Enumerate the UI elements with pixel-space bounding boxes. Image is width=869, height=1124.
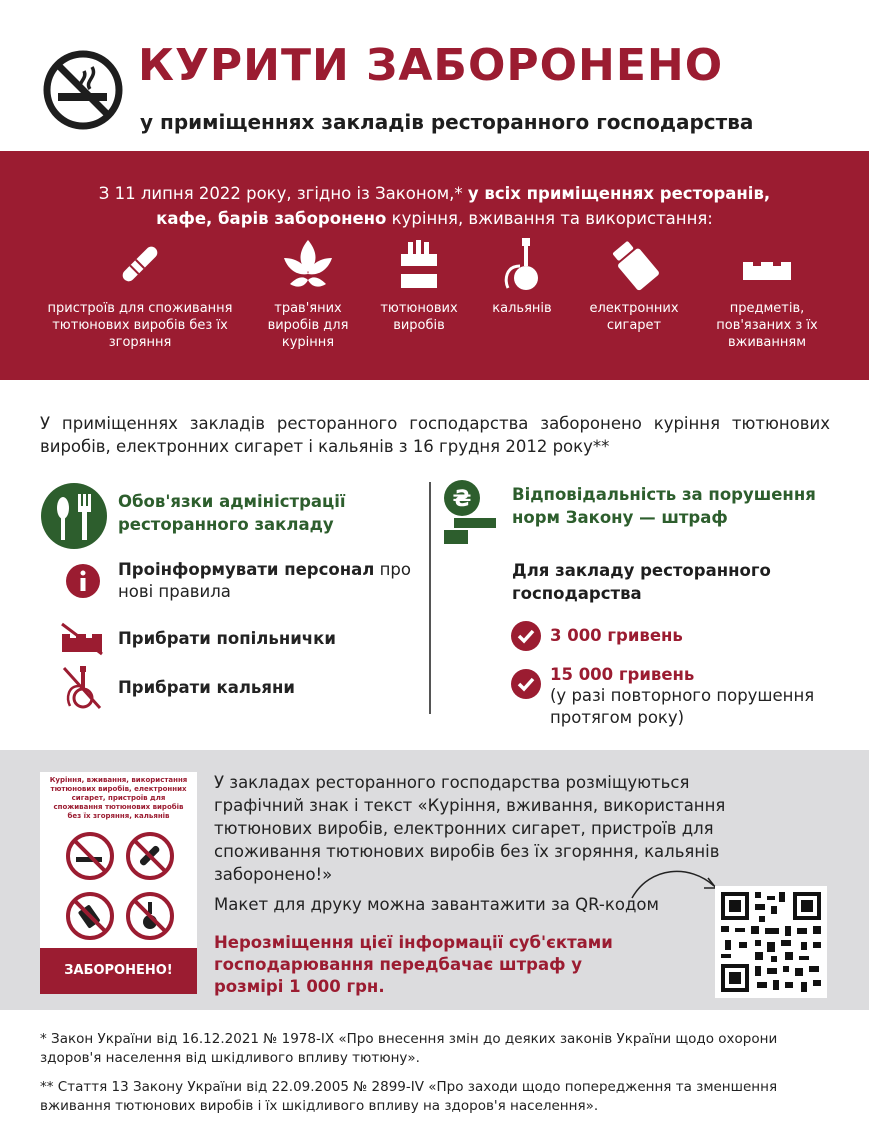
fine-amount: 15 000 гривень	[550, 665, 695, 684]
svg-text:₴: ₴	[452, 487, 472, 512]
heated-tobacco-device-icon	[112, 236, 168, 292]
duty-item: Прибрати попільнички	[118, 629, 336, 648]
panel-text: У закладах ресторанного господарства розміщуються графічний знак і текст «Куріння, вживання, використання тютюнових виробів, електронних сигарет, пристроїв для споживання тютюнових виробів без їх згоряння, кальянів заборонено!»	[214, 773, 726, 884]
banned-item-label: електронних сигарет	[589, 301, 679, 333]
column-divider	[429, 482, 431, 714]
poster-text: Куріння, вживання, використання тютюнових виробів, електронних сигарет, пристроїв для споживання тютюнових виробів без їх згоряння, кальянів	[49, 776, 188, 820]
no-heated-tobacco-icon	[128, 834, 172, 878]
herbal-leaves-icon	[280, 236, 336, 292]
ashtray-icon	[739, 236, 795, 292]
info-icon	[65, 563, 101, 599]
footnote: * Закон України від 16.12.2021 № 1978-IX «Про внесення змін до деяких законів України щодо охорони здоров'я населення від шкідливого впливу тютюну».	[40, 1031, 778, 1066]
liability-subtitle: Для закладу ресторанного господарства	[512, 561, 771, 603]
banned-item	[574, 236, 694, 334]
banned-item-label: тютюнових виробів	[380, 301, 458, 333]
qr-code[interactable]	[715, 886, 827, 998]
banned-item-label: трав'яних виробів для куріння	[267, 301, 349, 350]
no-smoking-icon	[68, 834, 112, 878]
no-e-cigarette-icon	[68, 894, 112, 938]
duty-item: Проінформувати персонал про нові правила	[118, 560, 411, 601]
banned-item-label: кальянів	[492, 301, 552, 316]
hryvnia-gavel-icon	[440, 478, 500, 546]
poster-banner: ЗАБОРОНЕНО!	[40, 948, 197, 994]
page-subtitle: у приміщеннях закладів ресторанного господарства	[140, 110, 754, 134]
liability-title: Відповідальність за порушення норм Закону — штраф	[512, 485, 816, 527]
no-ashtray-icon	[58, 620, 106, 656]
footnote: ** Стаття 13 Закону України від 22.09.2005 № 2899-IV «Про заходи щодо попередження та зменшення вживання тютюнових виробів і їх шкідливого впливу на здоров'я населення».	[40, 1079, 778, 1114]
poster-icons	[64, 830, 176, 942]
banned-item	[374, 236, 464, 334]
no-hookah-icon	[128, 894, 172, 938]
qr-note: Макет для друку можна завантажити за QR-кодом	[214, 895, 659, 914]
no-smoking-icon	[42, 49, 124, 131]
cutlery-icon	[40, 482, 108, 550]
banned-item-label: пристроїв для споживання тютюнових виробів без їх згоряння	[47, 301, 233, 350]
no-hookah-icon	[60, 664, 104, 710]
fine-warning: Нерозміщення цієї інформації суб'єктами господарювання передбачає штраф у розмірі 1 000 грн.	[214, 933, 613, 996]
arrow-icon	[630, 862, 720, 902]
banned-item	[40, 236, 240, 351]
fine-note: (у разі повторного порушення протягом року)	[550, 686, 815, 727]
rule-text: У приміщеннях закладів ресторанного господарства заборонено куріння тютюнових виробів, електронних сигарет і кальянів з 16 грудня 2012 року**	[40, 414, 830, 456]
banned-item	[482, 236, 562, 317]
hookah-icon	[494, 236, 550, 292]
page-title: КУРИТИ ЗАБОРОНЕНО	[138, 40, 724, 91]
banned-item	[258, 236, 358, 351]
fine-amount: 3 000 гривень	[550, 626, 683, 645]
banned-item	[702, 236, 832, 351]
e-cigarette-icon	[606, 236, 662, 292]
check-icon	[510, 620, 542, 652]
duty-item: Прибрати кальяни	[118, 678, 295, 697]
banned-item-label: предметів, пов'язаних з їх вживанням	[716, 301, 818, 350]
cigarette-pack-icon	[391, 236, 447, 292]
duties-title: Обов'язки адміністрації ресторанного закладу	[118, 492, 346, 534]
intro-text: З 11 липня 2022 року, згідно із Законом,* у всіх приміщеннях ресторанів, кафе, барів заборонено куріння, вживання та використання:	[98, 184, 771, 228]
check-icon	[510, 668, 542, 700]
